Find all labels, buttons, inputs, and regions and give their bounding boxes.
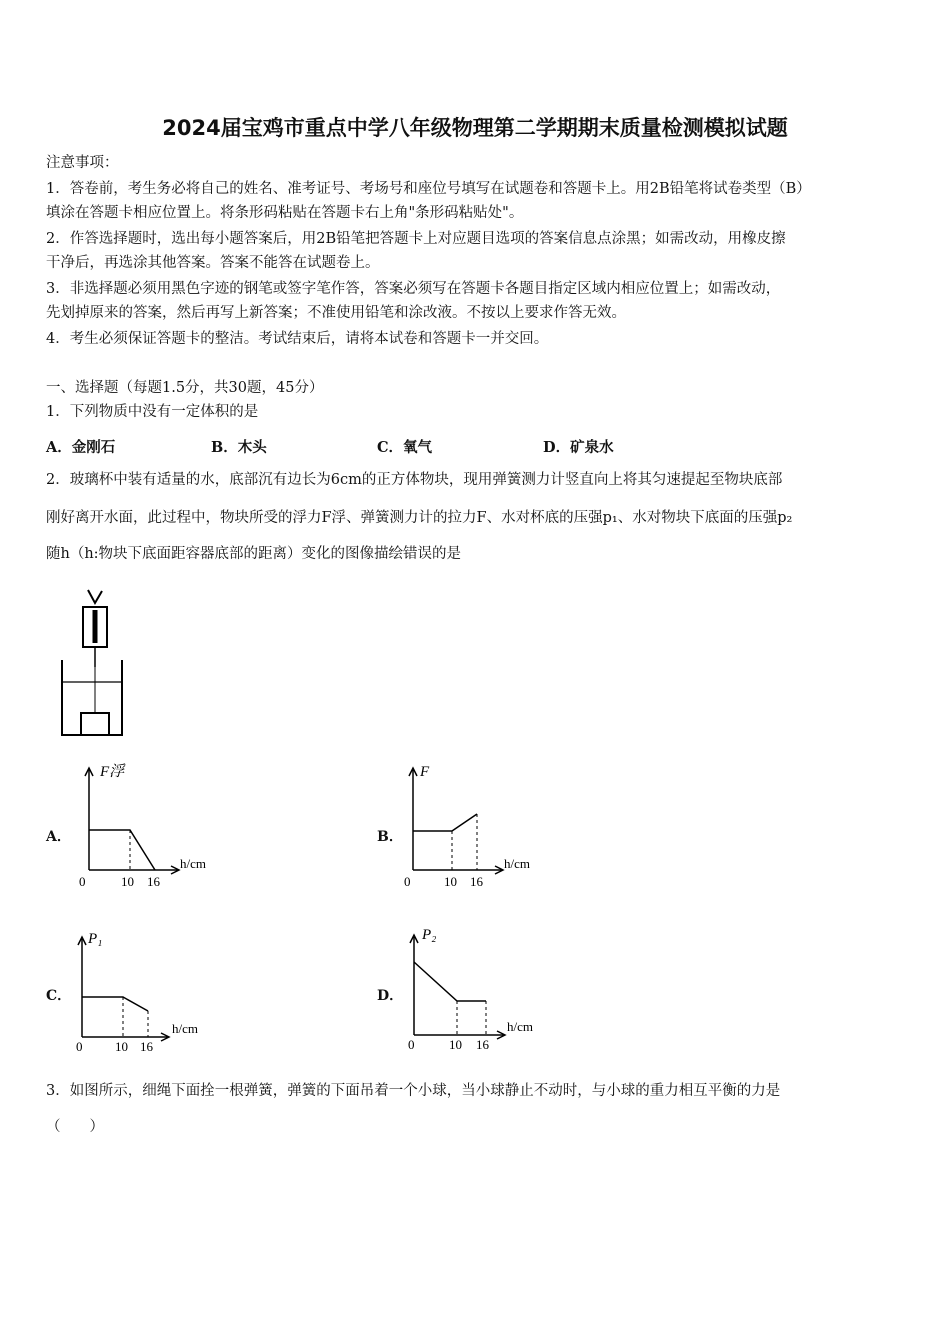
y-axis-label: F浮 [100, 764, 125, 780]
notice-line: 先划掉原来的答案，然后再写上新答案；不准使用铅笔和涂改液。不按以上要求作答无效。 [46, 305, 626, 321]
q1-option-d: D．矿泉水 [543, 439, 614, 456]
y-axis-label: F [420, 764, 430, 780]
x-axis-label: h/cm [180, 856, 206, 871]
tick-label: 16 [470, 874, 483, 889]
tick-label: 10 [449, 1037, 462, 1052]
notice-line: 4．考生必须保证答题卡的整洁。考试结束后，请将本试卷和答题卡一并交回。 [46, 331, 549, 347]
cube-block [81, 713, 109, 735]
graph-line [413, 814, 477, 831]
q1-stem: 1．下列物质中没有一定体积的是 [46, 404, 259, 420]
tick-label: 10 [444, 874, 457, 889]
y-axis-label: P₂ [422, 927, 437, 943]
notice-line: 干净后，再选涂其他答案。答案不能答在试题卷上。 [46, 255, 380, 271]
notice-heading: 注意事项： [46, 155, 119, 171]
q3-stem: 3．如图所示，细绳下面拴一根弹簧，弹簧的下面吊着一个小球，当小球静止不动时，与小球的重力相互平衡的力是 [46, 1083, 781, 1099]
tick-label: 10 [121, 874, 134, 889]
origin-label: 0 [76, 1039, 83, 1054]
notice-line: 填涂在答题卡相应位置上。将条形码粘贴在答题卡右上角"条形码粘贴处"。 [46, 205, 524, 221]
x-axis-label: h/cm [507, 1019, 533, 1034]
q2-stem-line: 随h（h:物块下底面距容器底部的距离）变化的图像描绘错误的是 [46, 546, 462, 562]
notice-line: 2．作答选择题时，选出每小题答案后，用2B铅笔把答题卡上对应题目选项的答案信息点涂黑；如需改动，用橡皮擦 [46, 231, 786, 247]
q2-option-b-label: B． [377, 829, 403, 845]
apparatus-figure [50, 585, 130, 740]
tick-label: 16 [140, 1039, 153, 1054]
notice-line: 1．答卷前，考生务必将自己的姓名、准考证号、考场号和座位号填写在试题卷和答题卡上。用2B铅笔将试卷类型（B） [46, 181, 811, 197]
q1-option-c: C．氧气 [377, 439, 433, 456]
x-axis-label: h/cm [504, 856, 530, 871]
notice-line: 3．非选择题必须用黑色字迹的钢笔或签字笔作答，答案必须写在答题卡各题目指定区域内相应位置上；如需改动， [46, 281, 781, 297]
graph-c [68, 925, 228, 1055]
graph-line [82, 997, 148, 1011]
tick-label: 10 [115, 1039, 128, 1054]
hand-grip [88, 590, 102, 603]
y-axis-label: P₁ [88, 931, 103, 947]
q2-stem-line: 刚好离开水面，此过程中，物块所受的浮力F浮、弹簧测力计的拉力F、水对杯底的压强p₁、水对物块下底面的压强p₂ [46, 510, 793, 526]
tick-label: 16 [147, 874, 160, 889]
x-axis-label: h/cm [172, 1021, 198, 1036]
origin-label: 0 [408, 1037, 415, 1052]
graph-d [400, 925, 560, 1055]
origin-label: 0 [404, 874, 411, 889]
q1-option-b: B．木头 [211, 439, 267, 456]
q2-option-d-label: D． [377, 988, 404, 1004]
q1-option-a: A．金刚石 [46, 439, 116, 456]
graph-line [89, 830, 155, 870]
graph-line [414, 962, 486, 1001]
origin-label: 0 [79, 874, 86, 889]
graph-b [394, 760, 554, 890]
q2-option-c-label: C． [46, 988, 72, 1004]
page-title: 2024届宝鸡市重点中学八年级物理第二学期期末质量检测模拟试题 [162, 116, 788, 140]
q2-stem-line: 2．玻璃杯中装有适量的水，底部沉有边长为6cm的正方体物块，现用弹簧测力计竖直向上将其匀速提起至物块底部 [46, 472, 783, 488]
q3-blank: （ ） [46, 1119, 104, 1135]
tick-label: 16 [476, 1037, 489, 1052]
q2-option-a-label: A． [46, 829, 71, 845]
graph-a [70, 760, 230, 890]
section-heading: 一、选择题（每题1.5分，共30题，45分） [46, 380, 324, 396]
